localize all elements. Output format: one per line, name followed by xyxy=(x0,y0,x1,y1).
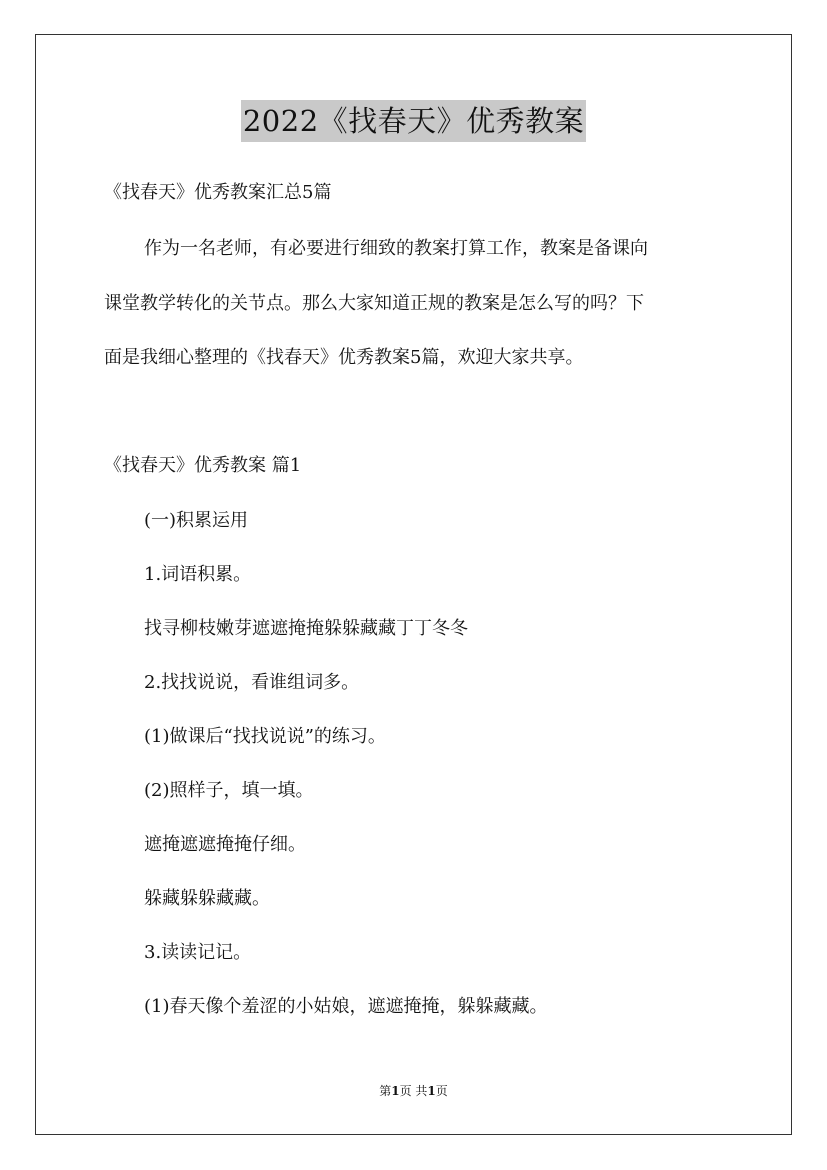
body-line: 2.找找说说，看谁组词多。 xyxy=(144,672,360,693)
body-line: (2)照样子，填一填。 xyxy=(144,780,314,801)
footer-mid: 页 共 xyxy=(399,1084,428,1098)
page-title: 2022《找春天》优秀教案 xyxy=(241,100,586,142)
footer-suffix: 页 xyxy=(435,1084,448,1098)
body-line: (1)做课后“找找说说”的练习。 xyxy=(144,726,386,747)
body-line: 找寻柳枝嫩芽遮遮掩掩躲躲藏藏丁丁冬冬 xyxy=(144,618,468,639)
section-heading: 《找春天》优秀教案 篇1 xyxy=(104,455,302,476)
body-line: (一)积累运用 xyxy=(144,510,249,531)
page-footer xyxy=(0,1083,827,1099)
intro-line-1: 作为一名老师，有必要进行细致的教案打算工作，教案是备课向 xyxy=(144,238,648,259)
body-line: (1)春天像个羞涩的小姑娘，遮遮掩掩，躲躲藏藏。 xyxy=(144,996,548,1017)
title-container xyxy=(0,100,827,142)
body-line: 1.词语积累。 xyxy=(144,564,252,585)
intro-line-2: 课堂教学转化的关节点。那么大家知道正规的教案是怎么写的吗？下 xyxy=(104,293,644,314)
footer-current-page: 1 xyxy=(391,1084,400,1098)
body-line: 遮掩遮遮掩掩仔细。 xyxy=(144,834,306,855)
body-line: 3.读读记记。 xyxy=(144,942,252,963)
footer-total-pages: 1 xyxy=(427,1084,436,1098)
intro-line-3: 面是我细心整理的《找春天》优秀教案5篇，欢迎大家共享。 xyxy=(104,347,584,368)
document-subtitle: 《找春天》优秀教案汇总5篇 xyxy=(104,182,332,203)
footer-prefix: 第 xyxy=(379,1084,392,1098)
body-line: 躲藏躲躲藏藏。 xyxy=(144,888,270,909)
